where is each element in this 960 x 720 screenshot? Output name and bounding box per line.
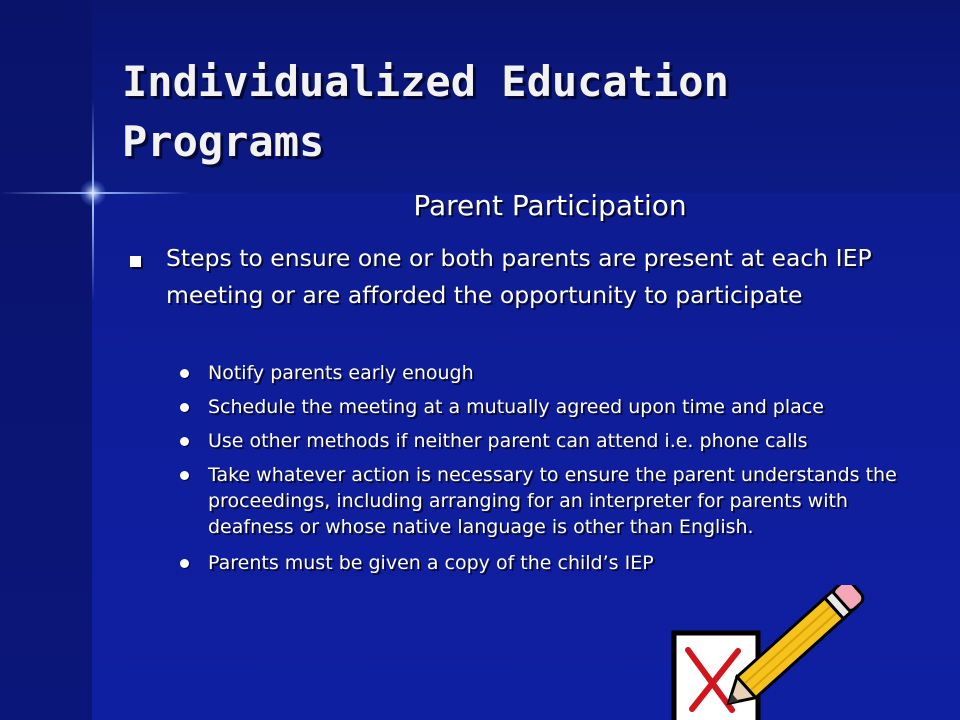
dot-bullet-icon (180, 369, 189, 378)
sub-bullet-text: Parents must be given a copy of the child’s IEP (208, 552, 654, 574)
list-item (178, 550, 938, 576)
page-title: Individualized Education Programs (122, 57, 729, 166)
sub-bullet-text: Schedule the meeting at a mutually agreed upon time and place (208, 396, 824, 418)
slide-subtitle: Parent Participation (413, 189, 687, 222)
sub-bullet-list (178, 360, 938, 584)
sub-bullet-text: Take whatever action is necessary to ensure the parent understands the proceedings, including arranging for an interpreter for parents with deafness or whose native language is other than English. (208, 464, 897, 538)
list-item (178, 360, 938, 386)
dot-bullet-icon (180, 471, 189, 480)
square-bullet-icon (130, 256, 141, 267)
dot-bullet-icon (180, 559, 189, 568)
pencil-checkbox-icon (670, 585, 890, 720)
sub-bullet-text: Notify parents early enough (208, 362, 474, 384)
left-band (0, 0, 92, 720)
sparkle-icon (80, 180, 106, 206)
list-item (178, 462, 938, 540)
list-item (178, 394, 938, 420)
sub-bullet-text: Use other methods if neither parent can attend i.e. phone calls (208, 430, 808, 452)
main-bullet-text: Steps to ensure one or both parents are present at each IEP meeting or are afforded the opportunity to participate (166, 244, 872, 309)
dot-bullet-icon (180, 437, 189, 446)
list-item (178, 428, 938, 454)
dot-bullet-icon (180, 403, 189, 412)
main-bullet (130, 240, 910, 314)
